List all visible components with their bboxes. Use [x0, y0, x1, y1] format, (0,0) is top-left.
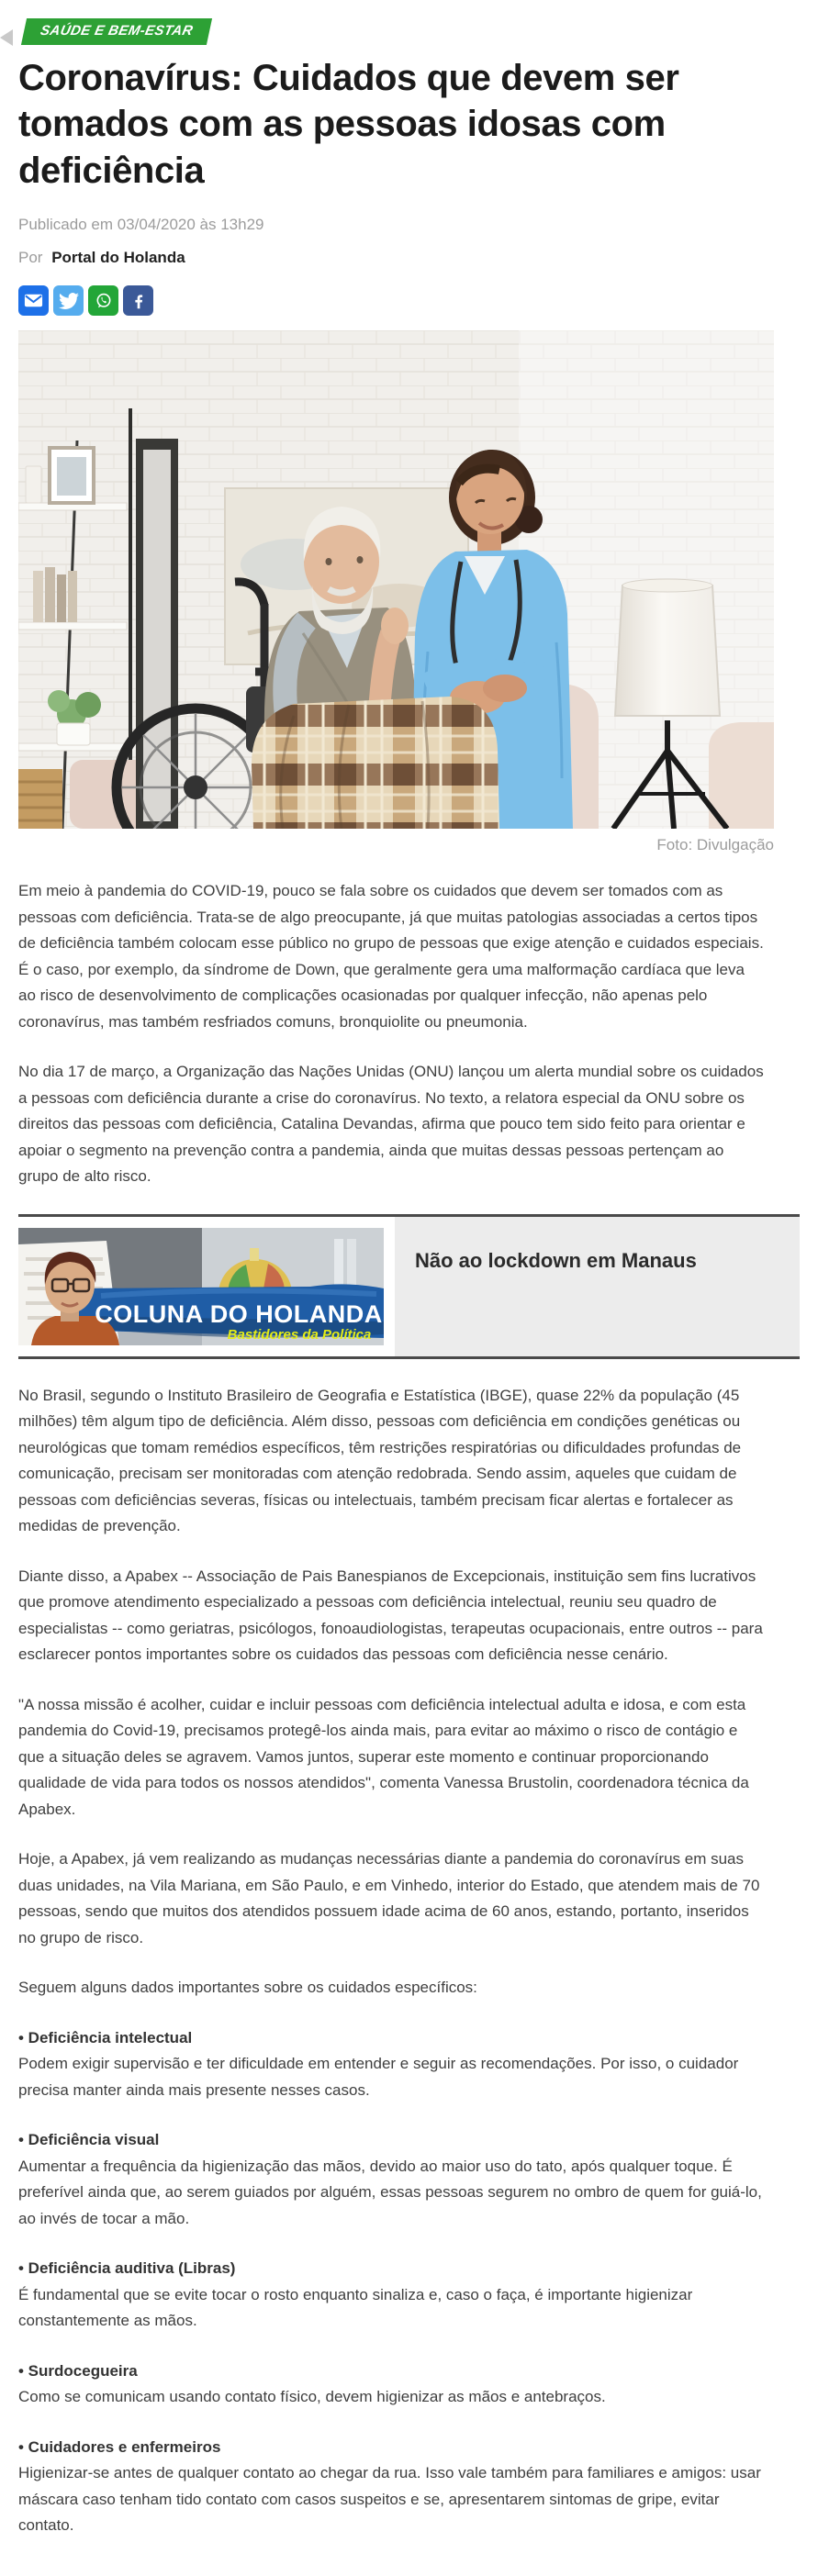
- byline-prefix: Por: [18, 249, 43, 267]
- badge-fold-decoration: [0, 29, 13, 46]
- email-share-button[interactable]: [18, 285, 49, 316]
- bullet-heading: • Deficiência auditiva (Libras): [18, 2259, 236, 2278]
- photo-caption: Foto: Divulgação: [656, 836, 774, 854]
- share-buttons: [18, 285, 800, 316]
- related-article[interactable]: [18, 1214, 800, 1359]
- bullet-heading: • Surdocegueira: [18, 2361, 138, 2380]
- bullet-heading: • Deficiência visual: [18, 2131, 160, 2149]
- bullet-body: Como se comunicam usando contato físico, devem higienizar as mãos e antebraços.: [18, 2388, 606, 2406]
- related-article-panel[interactable]: [395, 1217, 800, 1356]
- article-photo: [18, 330, 774, 829]
- facebook-icon: [127, 289, 151, 313]
- related-headline[interactable]: Não ao lockdown em Manaus: [415, 1248, 697, 1272]
- bullet-body: É fundamental que se evite tocar o rosto enquanto sinaliza e, caso o faça, é importante higienizar constantemente as mãos.: [18, 2285, 693, 2330]
- category-badge[interactable]: [21, 18, 212, 45]
- paragraph: Hoje, a Apabex, já vem realizando as mudanças necessárias diante a pandemia do coronavírus em suas duas unidades, na Vila Mariana, em São Paulo, e em Vinhedo, interior do Estado, que atendem mais de 70 pessoas, sendo que muitos dos atendidos possuem idade acima de 60 anos, estando, portanto, inseridos no grupo de risco.: [18, 1850, 760, 1946]
- bullet-body: Higienizar-se antes de qualquer contato ao chegar da rua. Isso vale também para familiares e amigos: usar máscara caso tenham tido contato com casos suspeitos e se, apresentarem sintomas de gripe, evitar contato.: [18, 2464, 761, 2535]
- category-badge-row: [18, 18, 800, 46]
- byline: [18, 249, 800, 267]
- twitter-share-button[interactable]: [53, 285, 84, 316]
- article-body: [18, 878, 764, 2539]
- banner-title: COLUNA DO HOLANDA: [95, 1299, 383, 1328]
- coluna-do-holanda-banner: [18, 1228, 384, 1345]
- bullet-heading: • Deficiência intelectual: [18, 2028, 193, 2046]
- bullet-section: [18, 2435, 764, 2539]
- whatsapp-icon: [93, 290, 115, 312]
- facebook-share-button[interactable]: [123, 285, 153, 316]
- banner-subtitle: Bastidores da Política: [227, 1326, 372, 1343]
- category-label: SAÚDE E BEM-ESTAR: [39, 23, 195, 39]
- photo-nurse-elderly-man: [18, 330, 774, 829]
- twitter-icon: [59, 291, 79, 311]
- bullet-section: [18, 2025, 764, 2104]
- paragraph: No dia 17 de março, a Organização das Nações Unidas (ONU) lançou um alerta mundial sobre os cuidados a pessoas com deficiência durante a crise do coronavírus. No texto, a relatora especial da ONU sobre os direitos das pessoas com deficiência, Catalina Devandas, afirma que pouco tem sido feito para orientar e apoiar o segmento na prevenção contra a pandemia, ainda que muitas dessas pessoas pertençam ao grupo de alto risco.: [18, 1063, 764, 1186]
- paragraph: "A nossa missão é acolher, cuidar e incluir pessoas com deficiência intelectual adulta e idosa, e com esta pandemia do Covid-19, precisamos protegê-los ainda mais, para evitar ao máximo o risco de contágio e que a situação deles se agravem. Vamos juntos, superar este momento e continuar proporcionando qualidade de vida para todos os nossos atendidos", comenta Vanessa Brustolin, coordenadora técnica da Apabex.: [18, 1695, 749, 1818]
- bullet-body: Podem exigir supervisão e ter dificuldade em entender e seguir as recomendações. Por isso, o cuidador precisa manter ainda mais presente nesses casos.: [18, 2055, 739, 2099]
- bullet-body: Aumentar a frequência da higienização das mãos, devido ao maior uso do tato, após qualquer toque. É preferível ainda que, ao serem guiados por alguém, essas pessoas segurem no ombro de quem for guiá-lo, ao invés de tocar a mão.: [18, 2157, 762, 2227]
- related-thumbnail[interactable]: [18, 1217, 384, 1356]
- paragraph: Seguem alguns dados importantes sobre os cuidados específicos:: [18, 1979, 477, 1997]
- email-icon: [23, 290, 44, 311]
- published-date: Publicado em 03/04/2020 às 13h29: [18, 216, 264, 234]
- paragraph: No Brasil, segundo o Instituto Brasileiro de Geografia e Estatística (IBGE), quase 22% da população (45 milhões) têm algum tipo de deficiência. Além disso, pessoas com deficiência em condições genéticas ou neurológicas que tomam remédios específicos, têm restrições respiratórias ou dificuldades profundas de comunicação, precisam ser monitoradas com atenção redobrada. Sendo assim, aqueles que cuidam de pessoas com deficiências severas, físicas ou intelectuais, também precisam ficar alertas e fortalecer as medidas de prevenção.: [18, 1386, 742, 1535]
- whatsapp-share-button[interactable]: [88, 285, 118, 316]
- bullet-section: [18, 2256, 764, 2335]
- page-title: Coronavírus: Cuidados que devem ser tomados com as pessoas idosas com deficiência: [18, 58, 679, 191]
- paragraph: Diante disso, a Apabex -- Associação de Pais Banespianos de Excepcionais, instituição sem fins lucrativos que promove atendimento especializado a pessoas com deficiência intelectual, reuniu seu quadro de especialistas -- como geriatras, psicólogos, fonoaudiologistas, terapeutas ocupacionais, entre outros -- para esclarecer pontos importantes sobre os cuidados das pessoas com deficiência nesse cenário.: [18, 1567, 763, 1664]
- author-name: Portal do Holanda: [51, 249, 185, 267]
- bullet-section: [18, 2127, 764, 2232]
- bullet-section: [18, 2359, 764, 2411]
- bullet-heading: • Cuidadores e enfermeiros: [18, 2437, 221, 2456]
- paragraph: Em meio à pandemia do COVID-19, pouco se fala sobre os cuidados que devem ser tomados com as pessoas com deficiência. Trata-se de algo preocupante, já que muitas patologias associadas a certos tipos de deficiência também colocam esse público no grupo de pessoas que exige atenção e cuidados especiais. É o caso, por exemplo, da síndrome de Down, que geralmente gera uma malformação cardíaca que leva ao risco de desenvolvimento de complicações ocasionadas por qualquer infecção, não apenas pelo coronavírus, mas também resfriados comuns, bronquiolite ou pneumonia.: [18, 882, 764, 1031]
